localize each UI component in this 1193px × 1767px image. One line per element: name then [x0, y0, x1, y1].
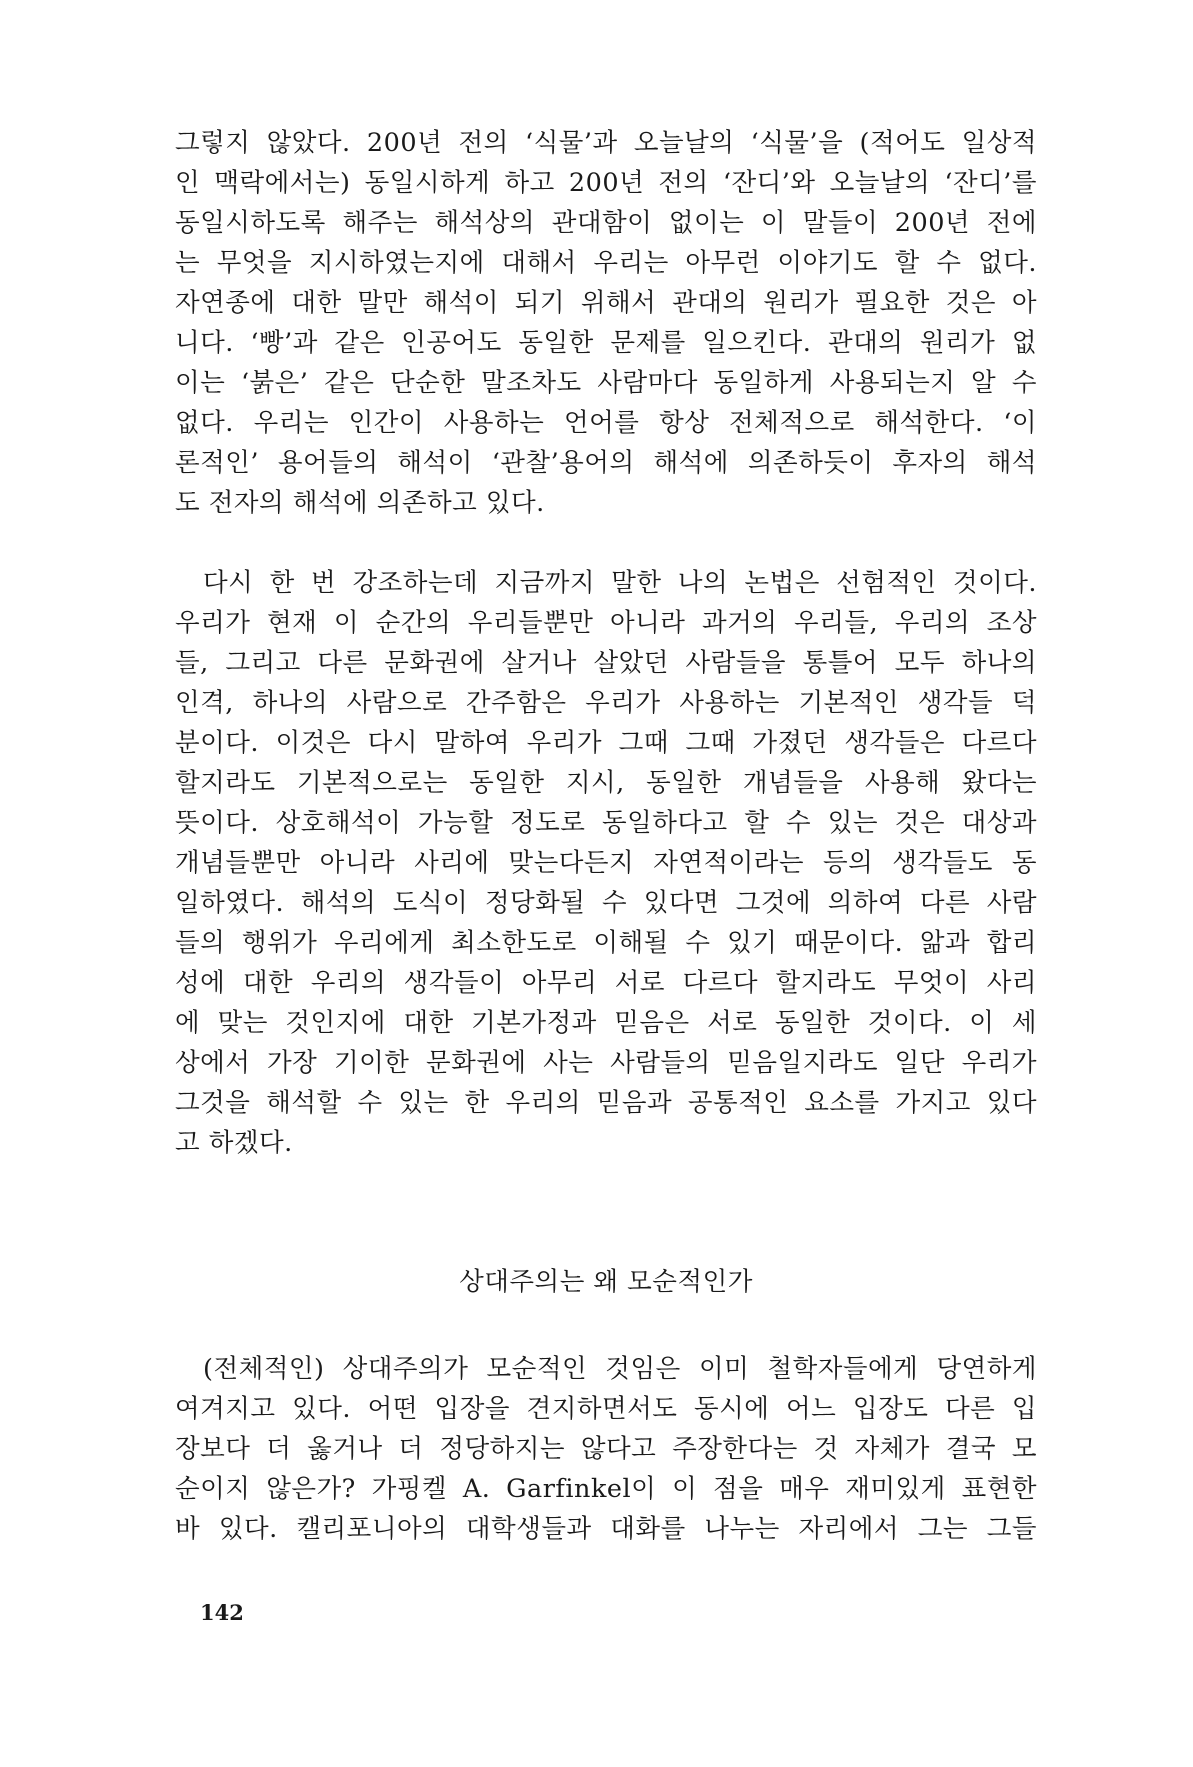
text-line: (전체적인) 상대주의가 모순적인 것임은 이미 철학자들에게 당연하게 — [203, 1354, 1037, 1384]
text-line: 그것을 해석할 수 있는 한 우리의 믿음과 공통적인 요소를 가지고 있다 — [175, 1088, 1037, 1118]
text-line: 도 전자의 해석에 의존하고 있다. — [175, 488, 545, 518]
text-line: 할지라도 기본적으로는 동일한 지시, 동일한 개념들을 사용해 왔다는 — [175, 768, 1037, 798]
text-line: 순이지 않은가? 가핑켈 A. Garfinkel이 이 점을 매우 재미있게 표현한 — [175, 1474, 1037, 1504]
text-line: 니다. ‘빵’과 같은 인공어도 동일한 문제를 일으킨다. 관대의 원리가 없 — [175, 328, 1037, 358]
text-line: 인 맥락에서는) 동일시하게 하고 200년 전의 ‘잔디’와 오늘날의 ‘잔디’를 — [175, 168, 1037, 198]
text-line: 개념들뿐만 아니라 사리에 맞는다든지 자연적이라는 등의 생각들도 동 — [175, 848, 1037, 878]
text-line: 성에 대한 우리의 생각들이 아무리 서로 다르다 할지라도 무엇이 사리 — [175, 968, 1037, 998]
text-line: 는 무엇을 지시하였는지에 대해서 우리는 아무런 이야기도 할 수 없다. — [175, 248, 1037, 278]
page-number: 142 — [200, 1600, 244, 1625]
text-line: 그렇지 않았다. 200년 전의 ‘식물’과 오늘날의 ‘식물’을 (적어도 일상적 — [175, 128, 1037, 158]
text-line: 상에서 가장 기이한 문화권에 사는 사람들의 믿음일지라도 일단 우리가 — [175, 1048, 1037, 1078]
text-line: 여겨지고 있다. 어떤 입장을 견지하면서도 동시에 어느 입장도 다른 입 — [175, 1394, 1037, 1424]
paragraph-1 — [175, 123, 1037, 523]
text-line: 자연종에 대한 말만 해석이 되기 위해서 관대의 원리가 필요한 것은 아 — [175, 288, 1037, 318]
text-line: 인격, 하나의 사람으로 간주함은 우리가 사용하는 기본적인 생각들 덕 — [175, 688, 1037, 718]
text-line: 들의 행위가 우리에게 최소한도로 이해될 수 있기 때문이다. 앎과 합리 — [175, 928, 1037, 958]
text-line: 에 맞는 것인지에 대한 기본가정과 믿음은 서로 동일한 것이다. 이 세 — [175, 1008, 1037, 1038]
text-line: 뜻이다. 상호해석이 가능할 정도로 동일하다고 할 수 있는 것은 대상과 — [175, 808, 1037, 838]
text-line: 다시 한 번 강조하는데 지금까지 말한 나의 논법은 선험적인 것이다. — [203, 568, 1037, 598]
text-line: 론적인’ 용어들의 해석이 ‘관찰’용어의 해석에 의존하듯이 후자의 해석 — [175, 448, 1037, 478]
text-line: 분이다. 이것은 다시 말하여 우리가 그때 그때 가졌던 생각들은 다르다 — [175, 728, 1037, 758]
text-line: 우리가 현재 이 순간의 우리들뿐만 아니라 과거의 우리들, 우리의 조상 — [175, 608, 1037, 638]
text-line: 일하였다. 해석의 도식이 정당화될 수 있다면 그것에 의하여 다른 사람 — [175, 888, 1037, 918]
text-line: 고 하겠다. — [175, 1128, 293, 1158]
text-line: 없다. 우리는 인간이 사용하는 언어를 항상 전체적으로 해석한다. ‘이 — [175, 408, 1037, 438]
paragraph-2 — [175, 563, 1037, 1163]
text-line: 들, 그리고 다른 문화권에 살거나 살았던 사람들을 통틀어 모두 하나의 — [175, 648, 1037, 678]
text-line: 동일시하도록 해주는 해석상의 관대함이 없이는 이 말들이 200년 전에 — [175, 208, 1037, 238]
text-line: 바 있다. 캘리포니아의 대학생들과 대화를 나누는 자리에서 그는 그들 — [175, 1514, 1037, 1544]
text-line: 이는 ‘붉은’ 같은 단순한 말조차도 사람마다 동일하게 사용되는지 알 수 — [175, 368, 1037, 398]
paragraph-3 — [175, 1349, 1037, 1549]
text-line: 장보다 더 옳거나 더 정당하지는 않다고 주장한다는 것 자체가 결국 모 — [175, 1434, 1037, 1464]
section-heading: 상대주의는 왜 모순적인가 — [459, 1267, 753, 1297]
